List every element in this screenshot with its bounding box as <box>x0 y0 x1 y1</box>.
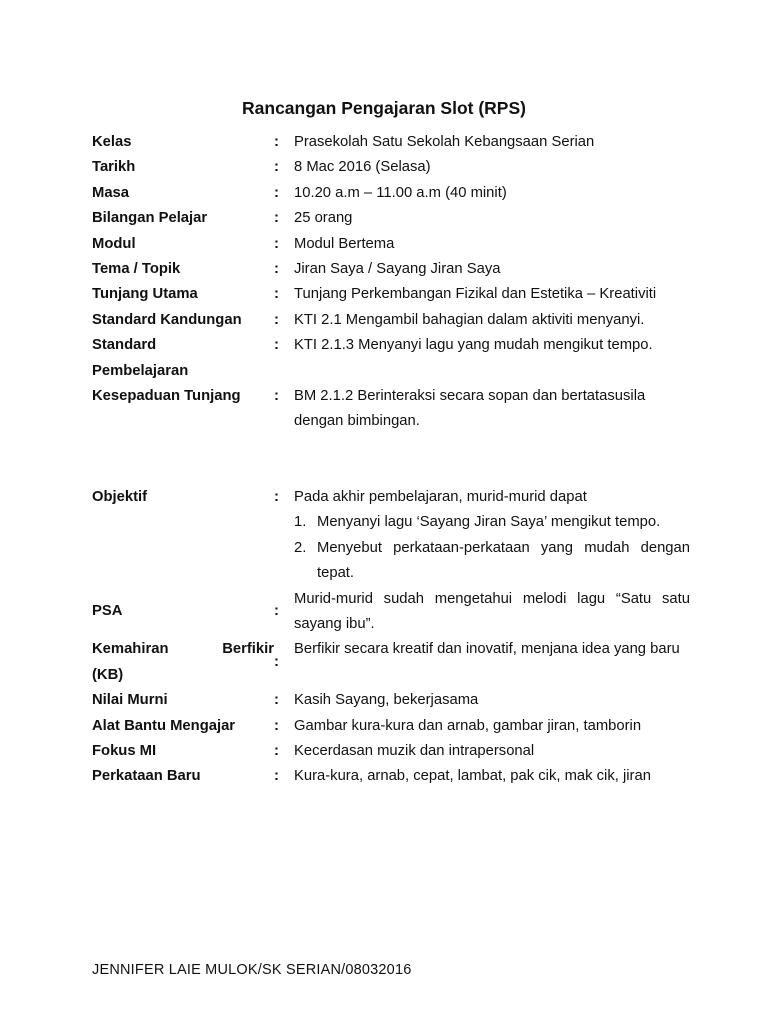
label-tunjang-utama: Tunjang Utama <box>92 286 198 303</box>
colon: : <box>274 159 279 176</box>
value-tema-topik: Jiran Saya / Sayang Jiran Saya <box>294 261 501 278</box>
label-word: (KB) <box>92 666 124 683</box>
row-masa <box>92 181 692 206</box>
list-number: 2. <box>294 539 307 556</box>
list-item <box>294 510 690 535</box>
colon: : <box>274 261 279 278</box>
list-number: 1. <box>294 514 307 531</box>
row-fokus-mi <box>92 739 692 764</box>
list-text: Menyanyi lagu ‘Sayang Jiran Saya’ mengikut tempo. <box>317 514 661 531</box>
label-word: Kemahiran <box>92 641 169 658</box>
colon: : <box>274 134 279 150</box>
label-tarikh: Tarikh <box>92 159 136 176</box>
value-psa: Murid-murid sudah mengetahui melodi lagu “Satu satu sayang ibu”. <box>294 590 690 632</box>
label-psa: PSA <box>92 603 123 620</box>
label-kelas: Kelas <box>92 134 132 150</box>
label-kesepaduan-tunjang: Kesepaduan Tunjang <box>92 388 241 405</box>
label-word: Berfikir <box>222 641 274 658</box>
value-modul: Modul Bertema <box>294 235 395 252</box>
colon: : <box>274 235 279 252</box>
colon: : <box>274 210 279 227</box>
value-standard-pembelajaran: KTI 2.1.3 Menyanyi lagu yang mudah mengikut tempo. <box>294 337 653 354</box>
list-text: Menyebut perkataan-perkataan yang mudah dengan tepat. <box>317 539 690 582</box>
colon: : <box>274 184 279 201</box>
list-item <box>294 536 690 587</box>
document-footer: JENNIFER LAIE MULOK/SK SERIAN/08032016 <box>92 962 412 978</box>
row-standard-kandungan <box>92 308 692 333</box>
row-modul <box>92 232 692 257</box>
label-line: Standard <box>92 337 157 354</box>
value-kemahiran-berfikir: Berfikir secara kreatif dan inovatif, menjana idea yang baru <box>294 641 680 658</box>
row-objektif <box>92 485 692 587</box>
row-kelas <box>92 130 692 155</box>
value-fokus-mi: Kecerdasan muzik dan intrapersonal <box>294 742 535 759</box>
document-title: Rancangan Pengajaran Slot (RPS) <box>242 98 526 118</box>
value-standard-kandungan: KTI 2.1 Mengambil bahagian dalam aktiviti menyanyi. <box>294 311 645 328</box>
label-standard-kandungan: Standard Kandungan <box>92 311 242 328</box>
value-tunjang-utama: Tunjang Perkembangan Fizikal dan Estetika – Kreativiti <box>294 286 657 303</box>
objektif-intro: Pada akhir pembelajaran, murid-murid dapat <box>294 488 587 505</box>
label-fokus-mi: Fokus MI <box>92 742 157 759</box>
row-standard-pembelajaran <box>92 333 692 384</box>
label-perkataan-baru: Perkataan Baru <box>92 768 201 785</box>
value-kelas: Prasekolah Satu Sekolah Kebangsaan Serian <box>294 134 595 150</box>
colon: : <box>274 286 279 303</box>
section-spacer <box>92 435 692 485</box>
label-kemahiran-berfikir <box>92 637 274 688</box>
label-tema-topik: Tema / Topik <box>92 261 181 278</box>
value-tarikh: 8 Mac 2016 (Selasa) <box>294 159 431 176</box>
value-bilangan-pelajar: 25 orang <box>294 210 353 227</box>
row-tema-topik <box>92 257 692 282</box>
value-nilai-murni: Kasih Sayang, bekerjasama <box>294 692 479 709</box>
row-tarikh <box>92 155 692 180</box>
lesson-details <box>92 130 692 790</box>
label-masa: Masa <box>92 184 130 201</box>
label-alat-bantu-mengajar: Alat Bantu Mengajar <box>92 717 236 734</box>
label-modul: Modul <box>92 235 136 252</box>
value-masa: 10.20 a.m – 11.00 a.m (40 minit) <box>294 184 507 201</box>
label-standard-pembelajaran <box>92 333 274 384</box>
row-kemahiran-berfikir <box>92 637 692 688</box>
value-alat-bantu-mengajar: Gambar kura-kura dan arnab, gambar jiran, tamborin <box>294 717 642 734</box>
row-psa <box>92 587 692 638</box>
colon: : <box>274 388 279 405</box>
colon: : <box>274 654 279 671</box>
label-bilangan-pelajar: Bilangan Pelajar <box>92 210 208 227</box>
colon: : <box>274 311 279 328</box>
row-alat-bantu-mengajar <box>92 714 692 739</box>
row-tunjang-utama <box>92 282 692 307</box>
value-objektif <box>294 485 690 587</box>
objektif-list <box>294 510 690 586</box>
label-nilai-murni: Nilai Murni <box>92 692 168 709</box>
colon: : <box>274 768 279 785</box>
value-kesepaduan-tunjang: BM 2.1.2 Berinteraksi secara sopan dan bertatasusila dengan bimbingan. <box>294 388 646 430</box>
label-line: Pembelajaran <box>92 362 189 379</box>
colon: : <box>274 692 279 709</box>
colon: : <box>274 603 279 620</box>
row-kesepaduan-tunjang <box>92 384 692 435</box>
colon: : <box>274 337 279 354</box>
label-objektif: Objektif <box>92 488 148 505</box>
row-perkataan-baru <box>92 764 692 789</box>
colon: : <box>274 488 279 505</box>
colon: : <box>274 742 279 759</box>
row-bilangan-pelajar <box>92 206 692 231</box>
row-nilai-murni <box>92 688 692 713</box>
colon: : <box>274 717 279 734</box>
value-perkataan-baru: Kura-kura, arnab, cepat, lambat, pak cik, mak cik, jiran <box>294 768 651 785</box>
